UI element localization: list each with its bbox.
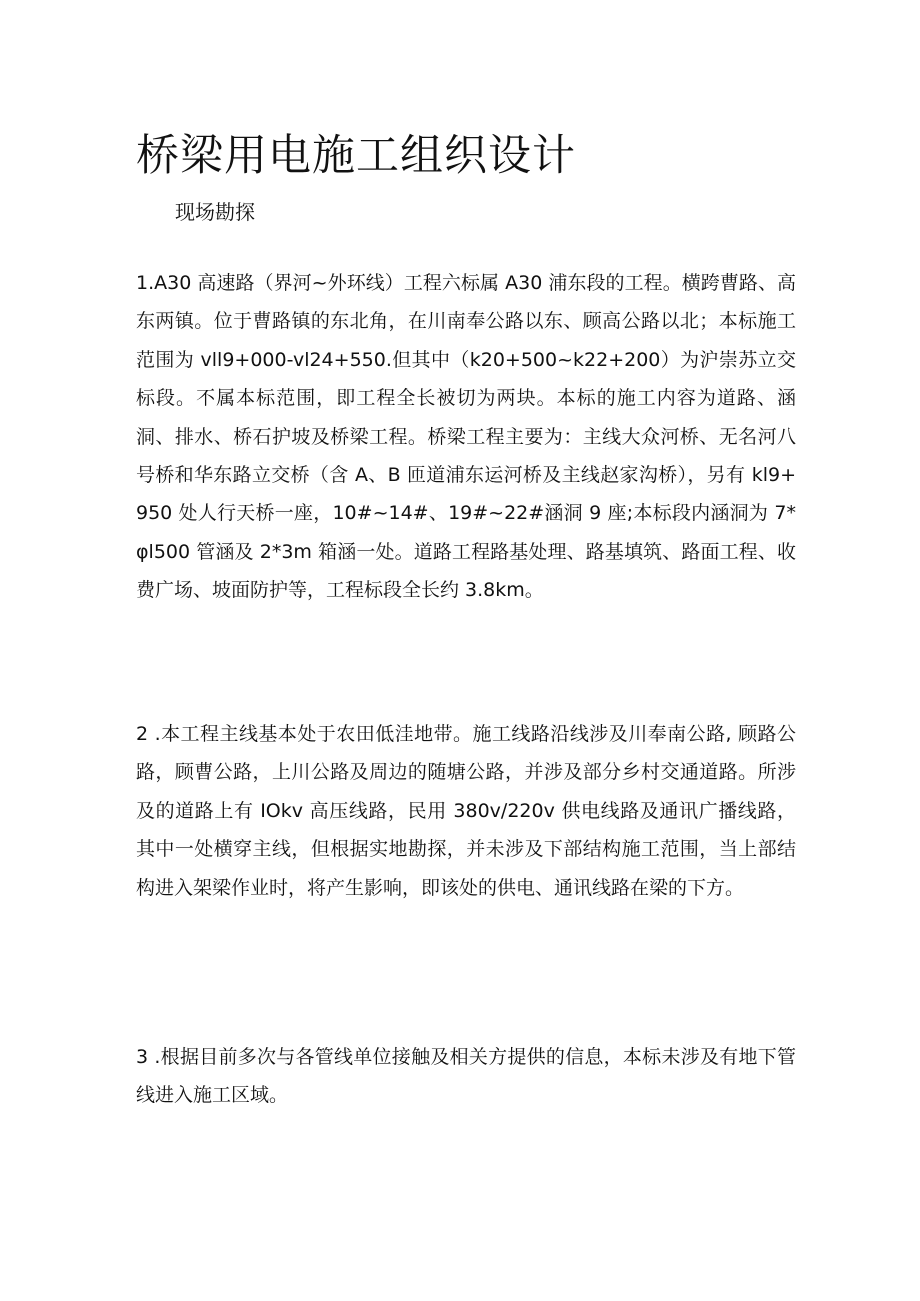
paragraph-2: 2 .本工程主线基本处于农田低洼地带。施工线路沿线涉及川奉南公路, 顾路公路，顾曹公路，上川公路及周边的随塘公路，并涉及部分乡村交通道路。所涉及的道路上有 IOkv 高压线路，民用 380v∕220v 供电线路及通讯广播线路，其中一处横穿主线，但根据实地勘探，并未涉及下部结构施工范围，当上部结构进入架梁作业时，将产生影响，即该处的供电、通讯线路在梁的下方。 bbox=[136, 723, 796, 899]
document-title: 桥梁用电施工组织设计 bbox=[136, 131, 576, 181]
paragraph-1: 1.A30 高速路（界河~外环线）工程六标属 A30 浦东段的工程。横跨曹路、高东两镇。位于曹路镇的东北角，在川南奉公路以东、顾高公路以北；本标施工范围为 vll9+000-vl24+550.但其中（k20+500~k22+200）为沪崇苏立交标段。不属本标范围，即工程全长被切为两块。本标的施工内容为道路、涵洞、排水、桥石护坡及桥梁工程。桥梁工程主要为：主线大众河桥、无名河八号桥和华东路立交桥（含 A、B 匝道浦东运河桥及主线赵家沟桥），另有 kl9+950 处人行天桥一座，10#~14#、19#~22#涵洞 9 座;本标段内涵洞为 7*φl500 管涵及 2*3m 箱涵一处。道路工程路基处理、路基填筑、路面工程、收费广场、坡面防护等，工程标段全长约 3.8km。 bbox=[136, 272, 796, 602]
paragraph-3: 3 .根据目前多次与各管线单位接触及相关方提供的信息，本标未涉及有地下管线进入施工区域。 bbox=[136, 1046, 796, 1107]
section-heading: 现场勘探 bbox=[175, 200, 255, 224]
